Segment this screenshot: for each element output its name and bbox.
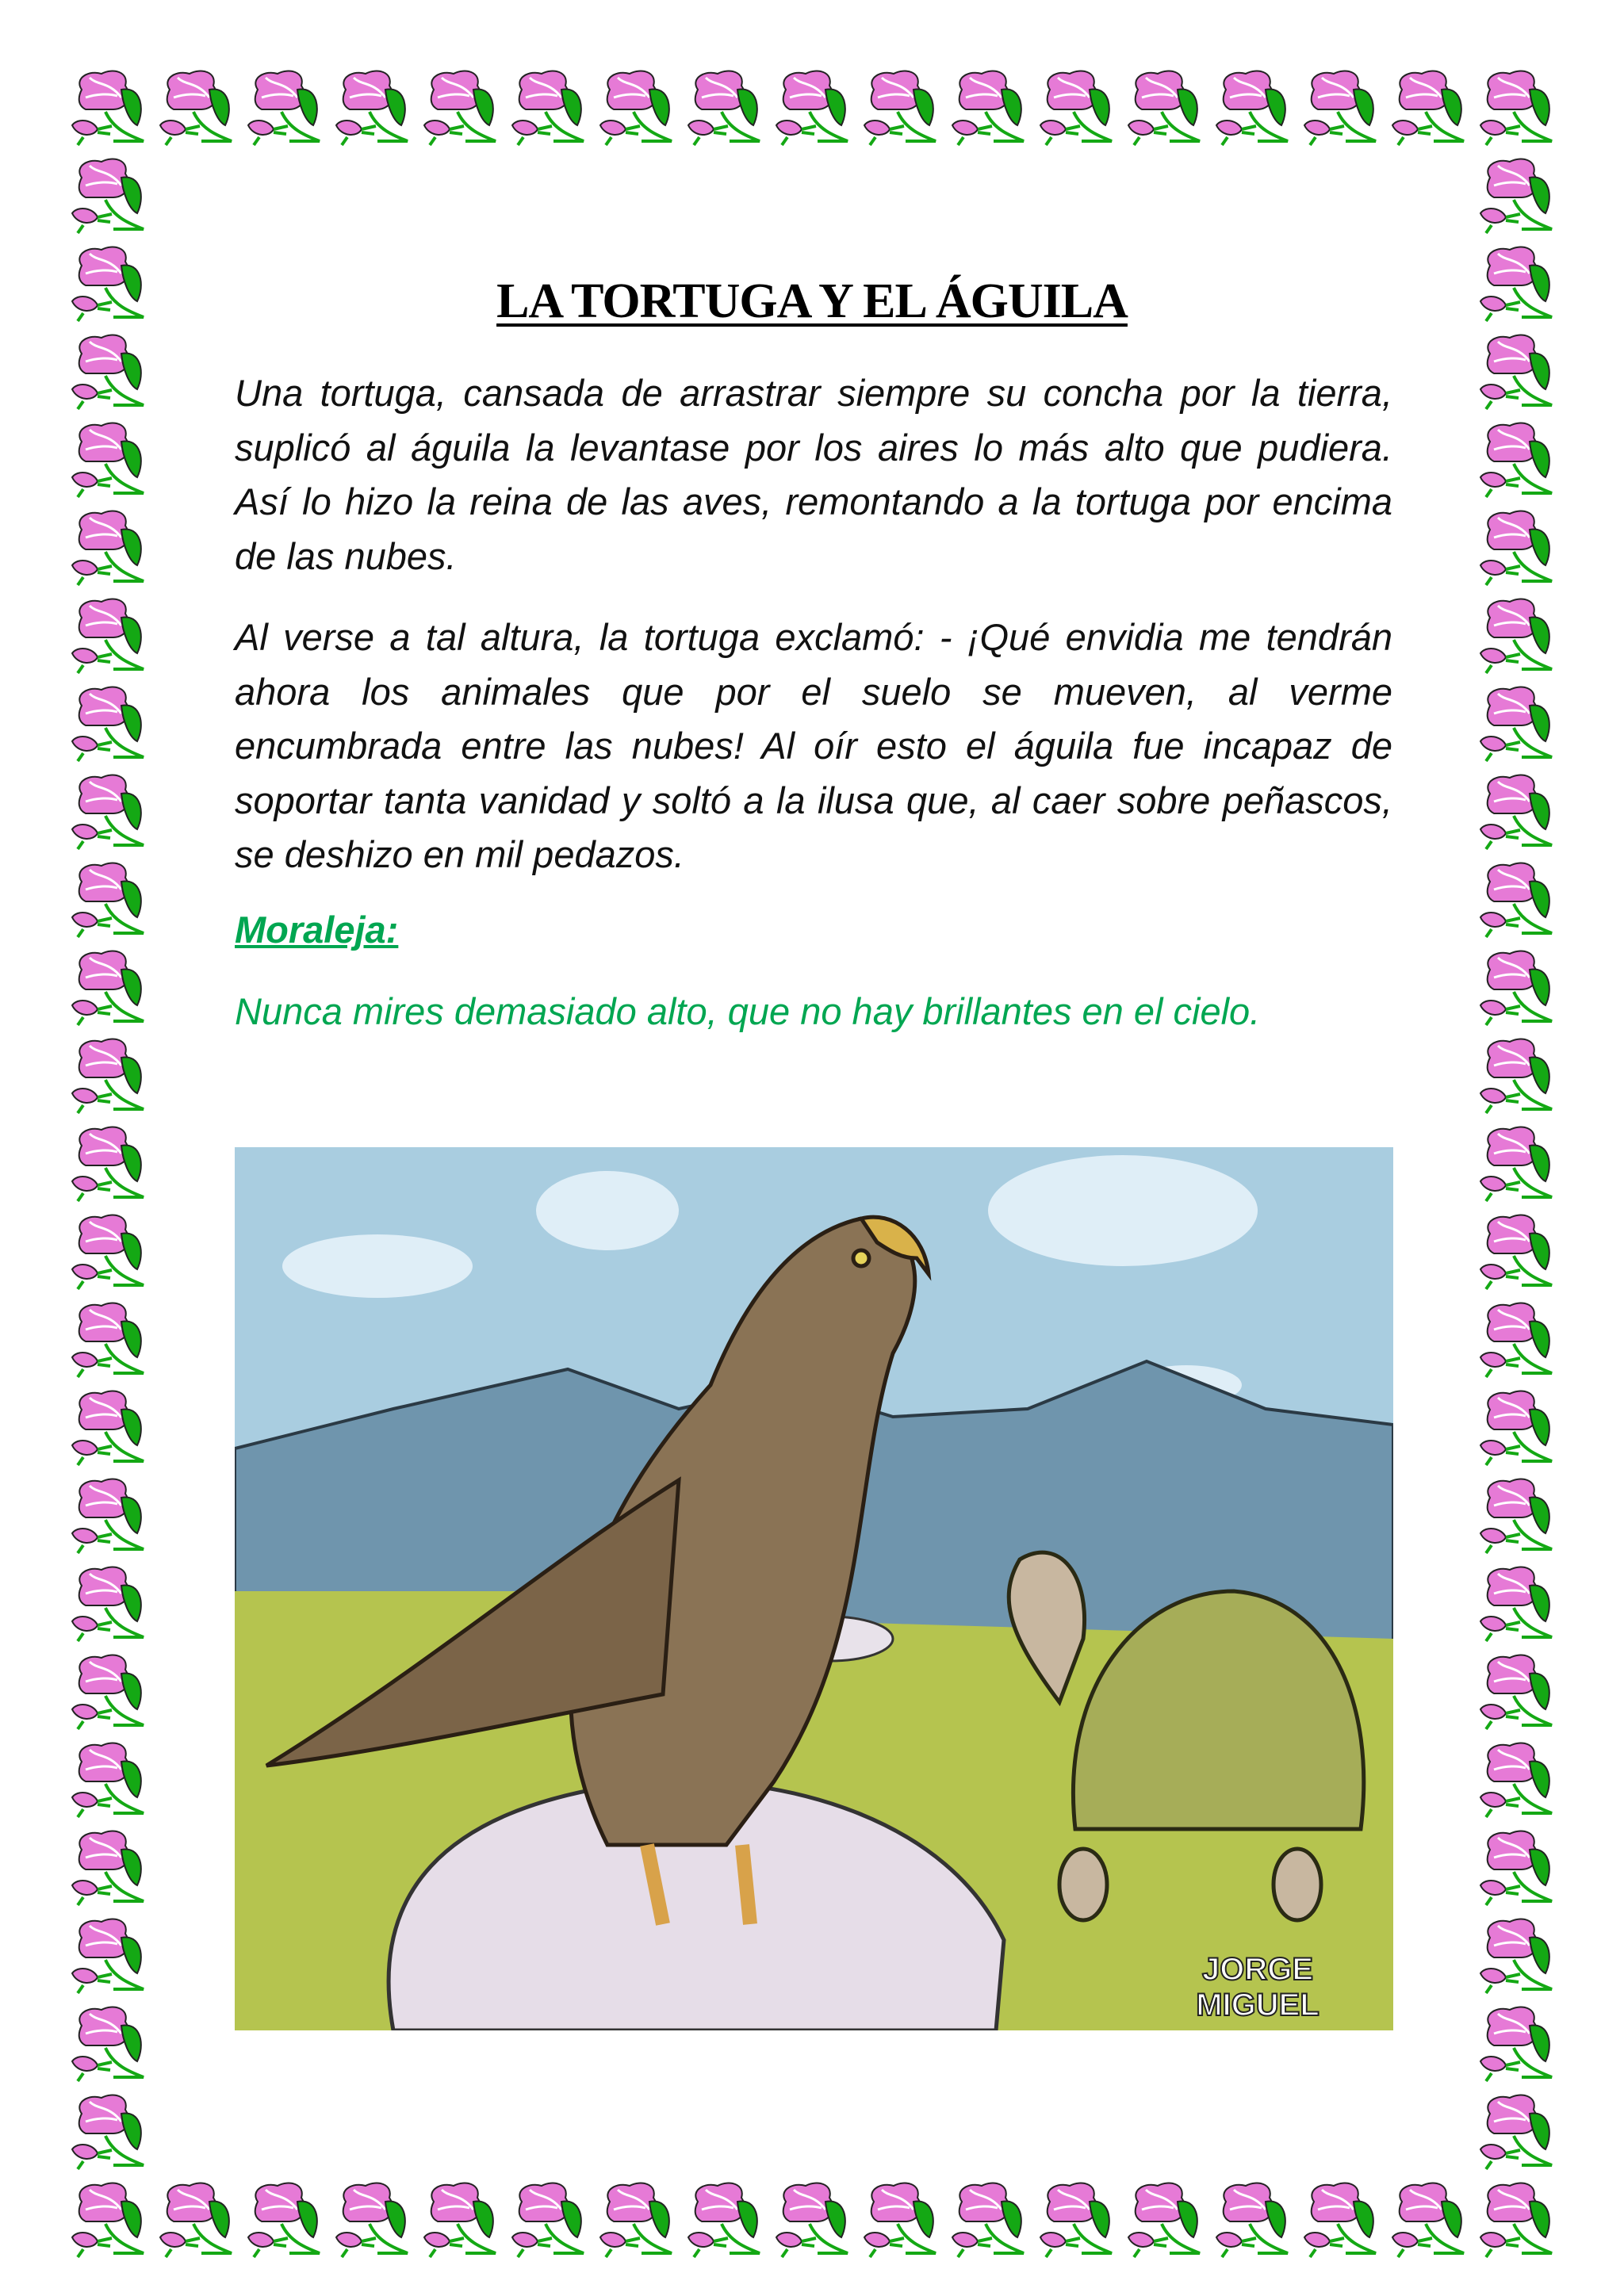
rose-icon <box>1480 71 1552 145</box>
rose-icon <box>1480 1831 1552 1905</box>
signature-logo: JORGE <box>1201 1952 1314 1987</box>
rose-icon <box>1480 511 1552 585</box>
paragraph-1: Una tortuga, cansada de arrastrar siempre su concha por la tierra, suplicó al águila la levantase por los aires lo más alto que pudiera. Así lo hizo la reina de las aves, remontando a la tortuga por encima de las nubes. <box>235 372 1392 577</box>
rose-icon <box>1304 2183 1376 2257</box>
rose-icon <box>1480 1127 1552 1201</box>
eagle-tortoise-illustration <box>235 1147 1393 2030</box>
rose-icon <box>776 2183 848 2257</box>
rose-icon <box>72 863 144 937</box>
rose-icon <box>688 2183 760 2257</box>
rose-icon <box>1128 71 1200 145</box>
rose-icon <box>72 1567 144 1641</box>
rose-icon <box>864 2183 936 2257</box>
rose-icon <box>160 71 232 145</box>
rose-icon <box>72 2007 144 2081</box>
rose-icon <box>1480 2095 1552 2169</box>
rose-icon <box>248 71 320 145</box>
rose-icon <box>1128 2183 1200 2257</box>
rose-icon <box>72 2095 144 2169</box>
rose-icon <box>1480 599 1552 673</box>
rose-icon <box>72 511 144 585</box>
rose-icon <box>72 1831 144 1905</box>
rose-icon <box>248 2183 320 2257</box>
rose-icon <box>952 71 1024 145</box>
rose-icon <box>1392 2183 1464 2257</box>
rose-icon <box>336 71 408 145</box>
rose-icon <box>1480 1303 1552 1377</box>
signature-logo: MIGUEL <box>1196 1988 1320 2022</box>
rose-icon <box>1480 423 1552 497</box>
moral-text: Nunca mires demasiado alto, que no hay brillantes en el cielo. <box>235 990 1261 1032</box>
rose-icon <box>1216 71 1288 145</box>
rose-icon <box>1480 2183 1552 2257</box>
rose-icon <box>1040 2183 1112 2257</box>
rose-icon <box>1304 71 1376 145</box>
rose-icon <box>336 2183 408 2257</box>
rose-icon <box>424 71 496 145</box>
rose-icon <box>512 2183 584 2257</box>
rose-icon <box>776 71 848 145</box>
rose-icon <box>72 2183 144 2257</box>
rose-icon <box>1480 2007 1552 2081</box>
rose-icon <box>1480 1479 1552 1553</box>
rose-icon <box>1480 1391 1552 1465</box>
rose-icon <box>1216 2183 1288 2257</box>
rose-icon <box>1392 71 1464 145</box>
rose-icon <box>72 1127 144 1201</box>
rose-icon <box>1040 71 1112 145</box>
rose-icon <box>72 1391 144 1465</box>
rose-icon <box>1480 951 1552 1025</box>
rose-icon <box>600 71 672 145</box>
rose-icon <box>72 1655 144 1729</box>
rose-icon <box>72 1303 144 1377</box>
rose-icon <box>72 1919 144 1993</box>
rose-icon <box>1480 1919 1552 1993</box>
rose-icon <box>1480 1743 1552 1817</box>
rose-icon <box>864 71 936 145</box>
rose-icon <box>72 599 144 673</box>
moral-heading: Moraleja: <box>235 909 399 951</box>
rose-icon <box>688 71 760 145</box>
rose-icon <box>72 687 144 761</box>
rose-icon <box>72 335 144 409</box>
rose-icon <box>72 159 144 233</box>
paragraph-2: Al verse a tal altura, la tortuga exclamó: - ¡Qué envidia me tendrán ahora los animales que por el suelo se mueven, al verme encumbrada entre las nubes! Al oír esto el águila fue incapaz de soportar tanta vanidad y soltó a la ilusa que, al caer sobre peñascos, se deshizo en mil pedazos. <box>235 616 1392 875</box>
rose-icon <box>1480 775 1552 849</box>
rose-icon <box>1480 1215 1552 1289</box>
rose-icon <box>1480 1567 1552 1641</box>
rose-icon <box>72 71 144 145</box>
page-title: LA TORTUGA Y EL ÁGUILA <box>496 274 1128 328</box>
rose-icon <box>160 2183 232 2257</box>
rose-icon <box>72 1215 144 1289</box>
rose-icon <box>1480 159 1552 233</box>
rose-icon <box>1480 335 1552 409</box>
rose-icon <box>600 2183 672 2257</box>
rose-icon <box>1480 687 1552 761</box>
rose-icon <box>1480 863 1552 937</box>
rose-icon <box>72 1743 144 1817</box>
rose-icon <box>72 951 144 1025</box>
rose-icon <box>512 71 584 145</box>
rose-icon <box>72 775 144 849</box>
rose-icon <box>72 1039 144 1113</box>
rose-icon <box>1480 1039 1552 1113</box>
rose-icon <box>1480 1655 1552 1729</box>
rose-icon <box>424 2183 496 2257</box>
rose-icon <box>72 423 144 497</box>
rose-icon <box>72 1479 144 1553</box>
rose-icon <box>952 2183 1024 2257</box>
